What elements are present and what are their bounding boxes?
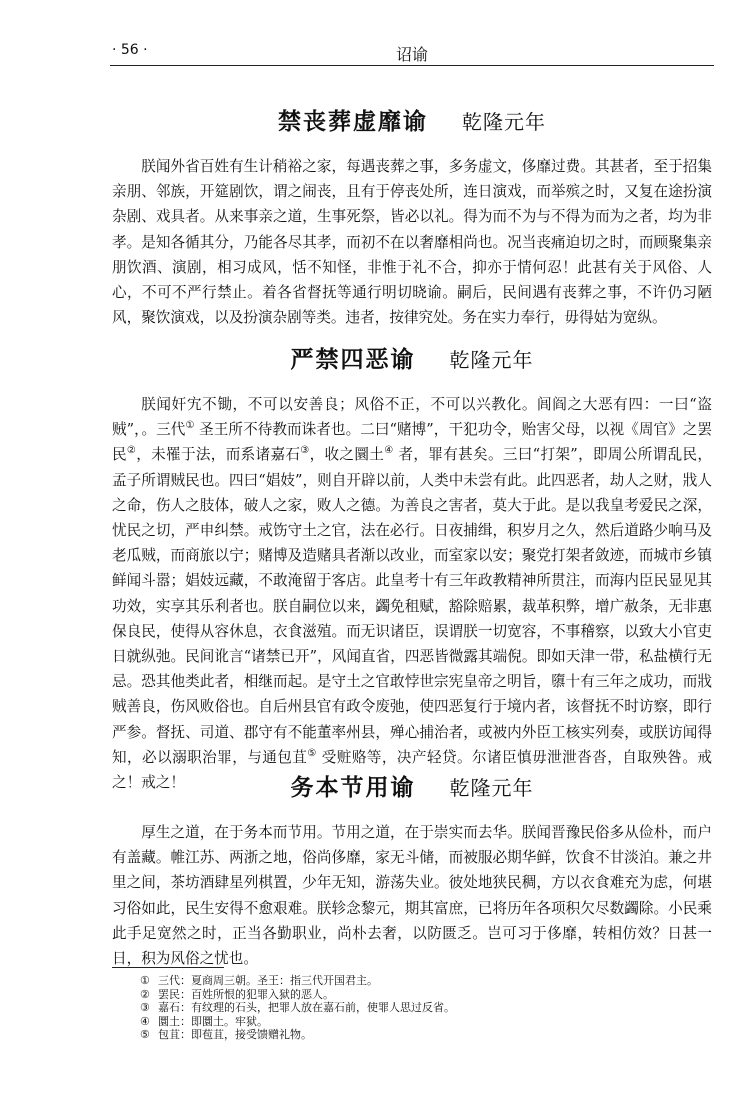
- edict-title-text: 禁丧葬虚靡谕: [278, 109, 428, 135]
- edict-title: [112, 104, 712, 140]
- page-header: [112, 42, 712, 62]
- footnote-mark: ④: [140, 1014, 150, 1028]
- footnote-ref: ③: [300, 445, 310, 457]
- footnote-text: 包苴：即苞苴，接受馈赠礼物。: [158, 1028, 312, 1042]
- edict-section-2: [112, 342, 712, 810]
- footnote-mark: ③: [140, 1001, 150, 1015]
- footnote-item: [140, 1015, 700, 1029]
- header-rule: [110, 65, 714, 66]
- edict-paragraph: 朕闻外省百姓有生计稍裕之家，每遇丧葬之事，多务虚文，侈靡过费。其甚者，至于招集亲朋、邻族，开筵剧饮，谓之闹丧，且有于停丧处所，连日演戏，而举殡之时，又复在途扮演杂剧、戏具者。从来事亲之道，生事死祭，皆必以礼。得为而不为与不得为而为之者，均为非孝。是知各循其分，乃能各尽其孝，而初不在以奢靡相尚也。况当丧痛迫切之时，而顾聚集亲朋饮酒、演剧，相习成风，恬不知怪，非惟于礼不合，抑亦于情何忍！此甚有关于风俗、人心，不可不严行禁止。着各省督抚等通行明切晓谕。嗣后，民间遇有丧葬之事，不许仍习陋风，聚饮演戏，以及扮演杂剧等类。违者，按律究处。务在实力奉行，毋得姑为宽纵。: [112, 158, 712, 327]
- edict-reign: 乾隆元年: [449, 348, 534, 372]
- footnote-mark: ⑤: [140, 1028, 150, 1042]
- footnote-ref: ②: [126, 445, 137, 457]
- footnote-item: [140, 988, 700, 1002]
- footnotes: [140, 974, 700, 1042]
- footnote-text: 嘉石：有纹理的石头，把罪人放在嘉石前，使罪人思过反省。: [158, 1001, 455, 1015]
- text-run: ，收之圜土: [309, 446, 385, 464]
- footnote-item: [140, 974, 700, 988]
- footnote-text: 圜土：即圜土。牢狱。: [158, 1014, 268, 1028]
- footnote-rule: [112, 967, 224, 968]
- edict-paragraph: [112, 392, 712, 795]
- page-number: · 56 ·: [112, 42, 148, 58]
- footnote-mark: ②: [140, 987, 150, 1001]
- edict-paragraph: 厚生之道，在于务本而节用。节用之道，在于崇实而去华。朕闻晋豫民俗多从俭朴，而户有盖藏。帷江苏、两浙之地，俗尚侈靡，家无斗储，而被服必期华鲜，饮食不甘淡泊。兼之井里之间，茶坊酒肆星列棋置，少年无知，游荡失业。彼处地狭民稠，方以衣食难充为虑，何堪习俗如此，民生安得不愈艰难。朕轸念黎元，期其富庶，已将历年各项积欠尽数蠲除。小民乘此手足宽然之时，正当各勤职业，尚朴去奢，以防匮乏。岂可习于侈靡，转相仿效？日甚一日，积为风俗之忧也。: [112, 824, 712, 968]
- text-run: ，未罹于法，而系诸嘉石: [136, 446, 301, 464]
- edict-section-3: [112, 770, 712, 986]
- footnote-text: 三代：夏商周三朝。圣王：指三代开国君主。: [158, 974, 378, 987]
- footnote-ref: ⑤: [307, 747, 317, 759]
- text-run: 受赃赂等，决产轻贷。尔诸臣慎毋泄泄沓沓，自取殃咎。戒之！戒之！: [112, 748, 712, 792]
- edict-title-text: 务本节用谕: [290, 775, 416, 801]
- edict-reign: 乾隆元年: [449, 776, 534, 800]
- footnote-item: [140, 1028, 700, 1042]
- footnote-mark: ①: [140, 974, 150, 987]
- edict-section-1: [112, 104, 712, 345]
- edict-title: [112, 770, 712, 806]
- footnote-text: 罢民：百姓所恨的犯罪入狱的恶人。: [158, 987, 334, 1001]
- edict-reign: 乾隆元年: [462, 110, 546, 134]
- running-title: 诏谕: [395, 45, 428, 64]
- footnote-ref: ④: [384, 445, 394, 457]
- text-run: 朕闻奸宄不锄，不可以安善良；风俗不正，不可以兴教化。闾阎之大恶有四：一曰“盗贼”，。三代: [112, 396, 712, 439]
- footnote-ref: ①: [185, 420, 195, 432]
- text-run: 者，罪有甚矣。三曰“打架”，即周公所谓乱民，孟子所谓贼民也。四曰“娼妓”，则自开辟以前，人类中未尝有此。此四恶者，劫人之财，戕人之命，伤人之肢体，破人之家，败人之德。为善良之害者，莫大于此。是以我皇考爱民之深，忧民之切，严申纠禁。戒饬守土之官，法在必行。日夜捕缉，积岁月之久，然后道路少响马及老瓜贼，而商旅以宁；赌博及造赌具者渐以改业，而室家以安；聚党打架者敛迹，而城市乡镇鲜闻斗嚣；娼妓远藏，不敢淹留于客店。此皇考十有三年政教精神所贯注，而海内臣民显见其功效，实享其乐利者也。朕自嗣位以来，蠲免租赋，豁除赔累，裁革积弊，增广赦条，无非惠保良民，使得从容休息，衣食滋殖。而无识诸臣，误谓朕一切宽容，不事稽察，以致大小官吏日就纵弛。民间讹言“诸禁已开”，风闻直省，四恶皆微露其端倪。即如天津一带，私盐横行无忌。恐其他类此者，相继而起。是守土之官敢悖世宗宪皇帝之明旨，隳十有三年之成功，而戕贼善良，伤风败俗也。自后州县官有政令废弛，使四恶复行于境内者，该督抚不时访察，即行严参。督抚、司道、郡守有不能董率州县，殚心捕治者，或被内外臣工核实列奏，或朕访闻得知，必以溺职治罪，与通包苴: [112, 446, 713, 766]
- edict-title: [112, 342, 712, 378]
- footnote-item: [140, 1001, 700, 1015]
- edict-title-text: 严禁四恶谕: [290, 347, 416, 373]
- text-run: 圣王所不待教而诛者也。二曰“赌博”，干犯功令，贻害父母，以视《周官》之罢民: [112, 421, 712, 464]
